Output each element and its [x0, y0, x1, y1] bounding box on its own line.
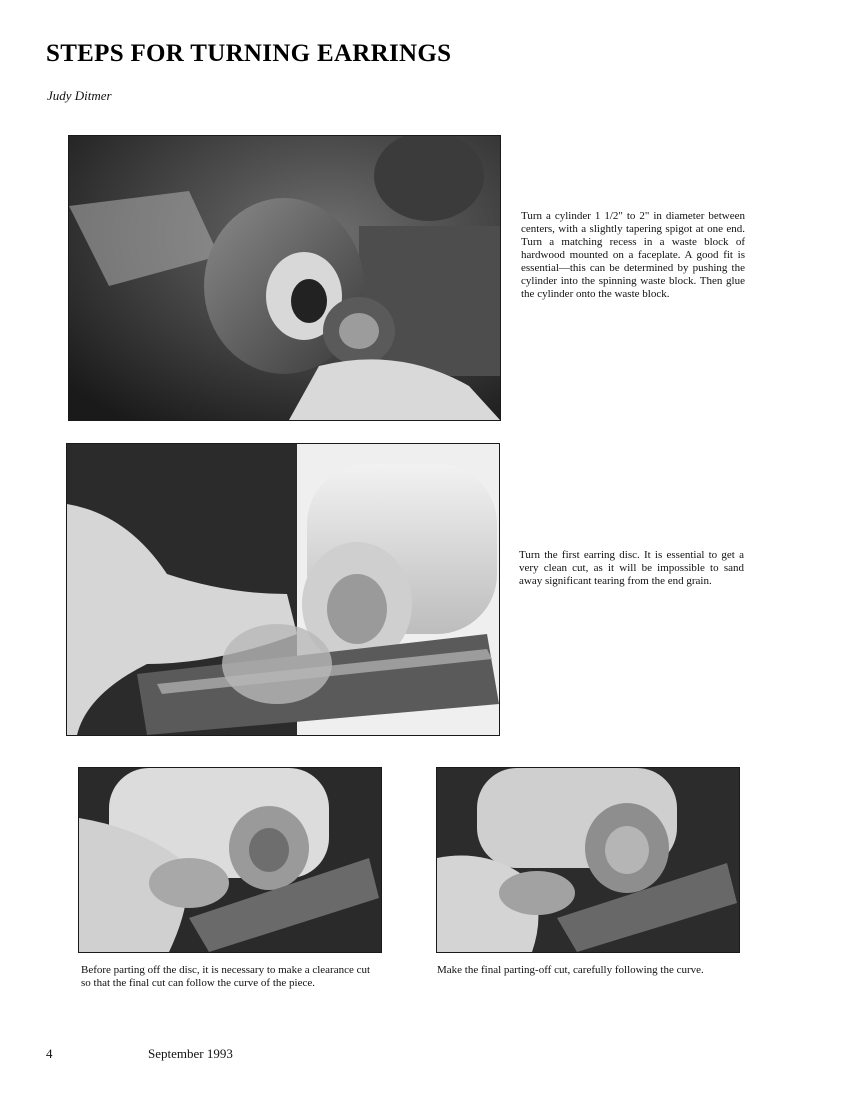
article-title: STEPS FOR TURNING EARRINGS: [46, 40, 452, 67]
step-2-caption: Turn the first earring disc. It is essential to get a very clean cut, as it will be impossible to sand away significant tearing from the end grain.: [519, 549, 744, 587]
author-byline: Judy Ditmer: [47, 88, 112, 103]
photo-turning-disc: [66, 443, 500, 736]
step-3-caption: Before parting off the disc, it is necessary to make a clearance cut so that the final cut can follow the curve of the piece.: [81, 964, 371, 989]
step-1-caption: Turn a cylinder 1 1/2" to 2" in diameter between centers, with a slightly tapering spigot at one end. Turn a matching recess in a waste block of hardwood mounted on a faceplate. A good fit is essential—this can be determined by pushing the cylinder into the spinning waste block. Then glue the cylinder onto the waste block.: [521, 210, 745, 300]
step-4-caption: Make the final parting-off cut, carefully following the curve.: [437, 964, 704, 976]
photo-clearance-cut: [78, 767, 382, 953]
photo-parting-off-cut: [436, 767, 740, 953]
page-number: 4: [46, 1046, 53, 1061]
photo-lathe-waste-block: [68, 135, 501, 421]
issue-date: September 1993: [148, 1046, 233, 1061]
